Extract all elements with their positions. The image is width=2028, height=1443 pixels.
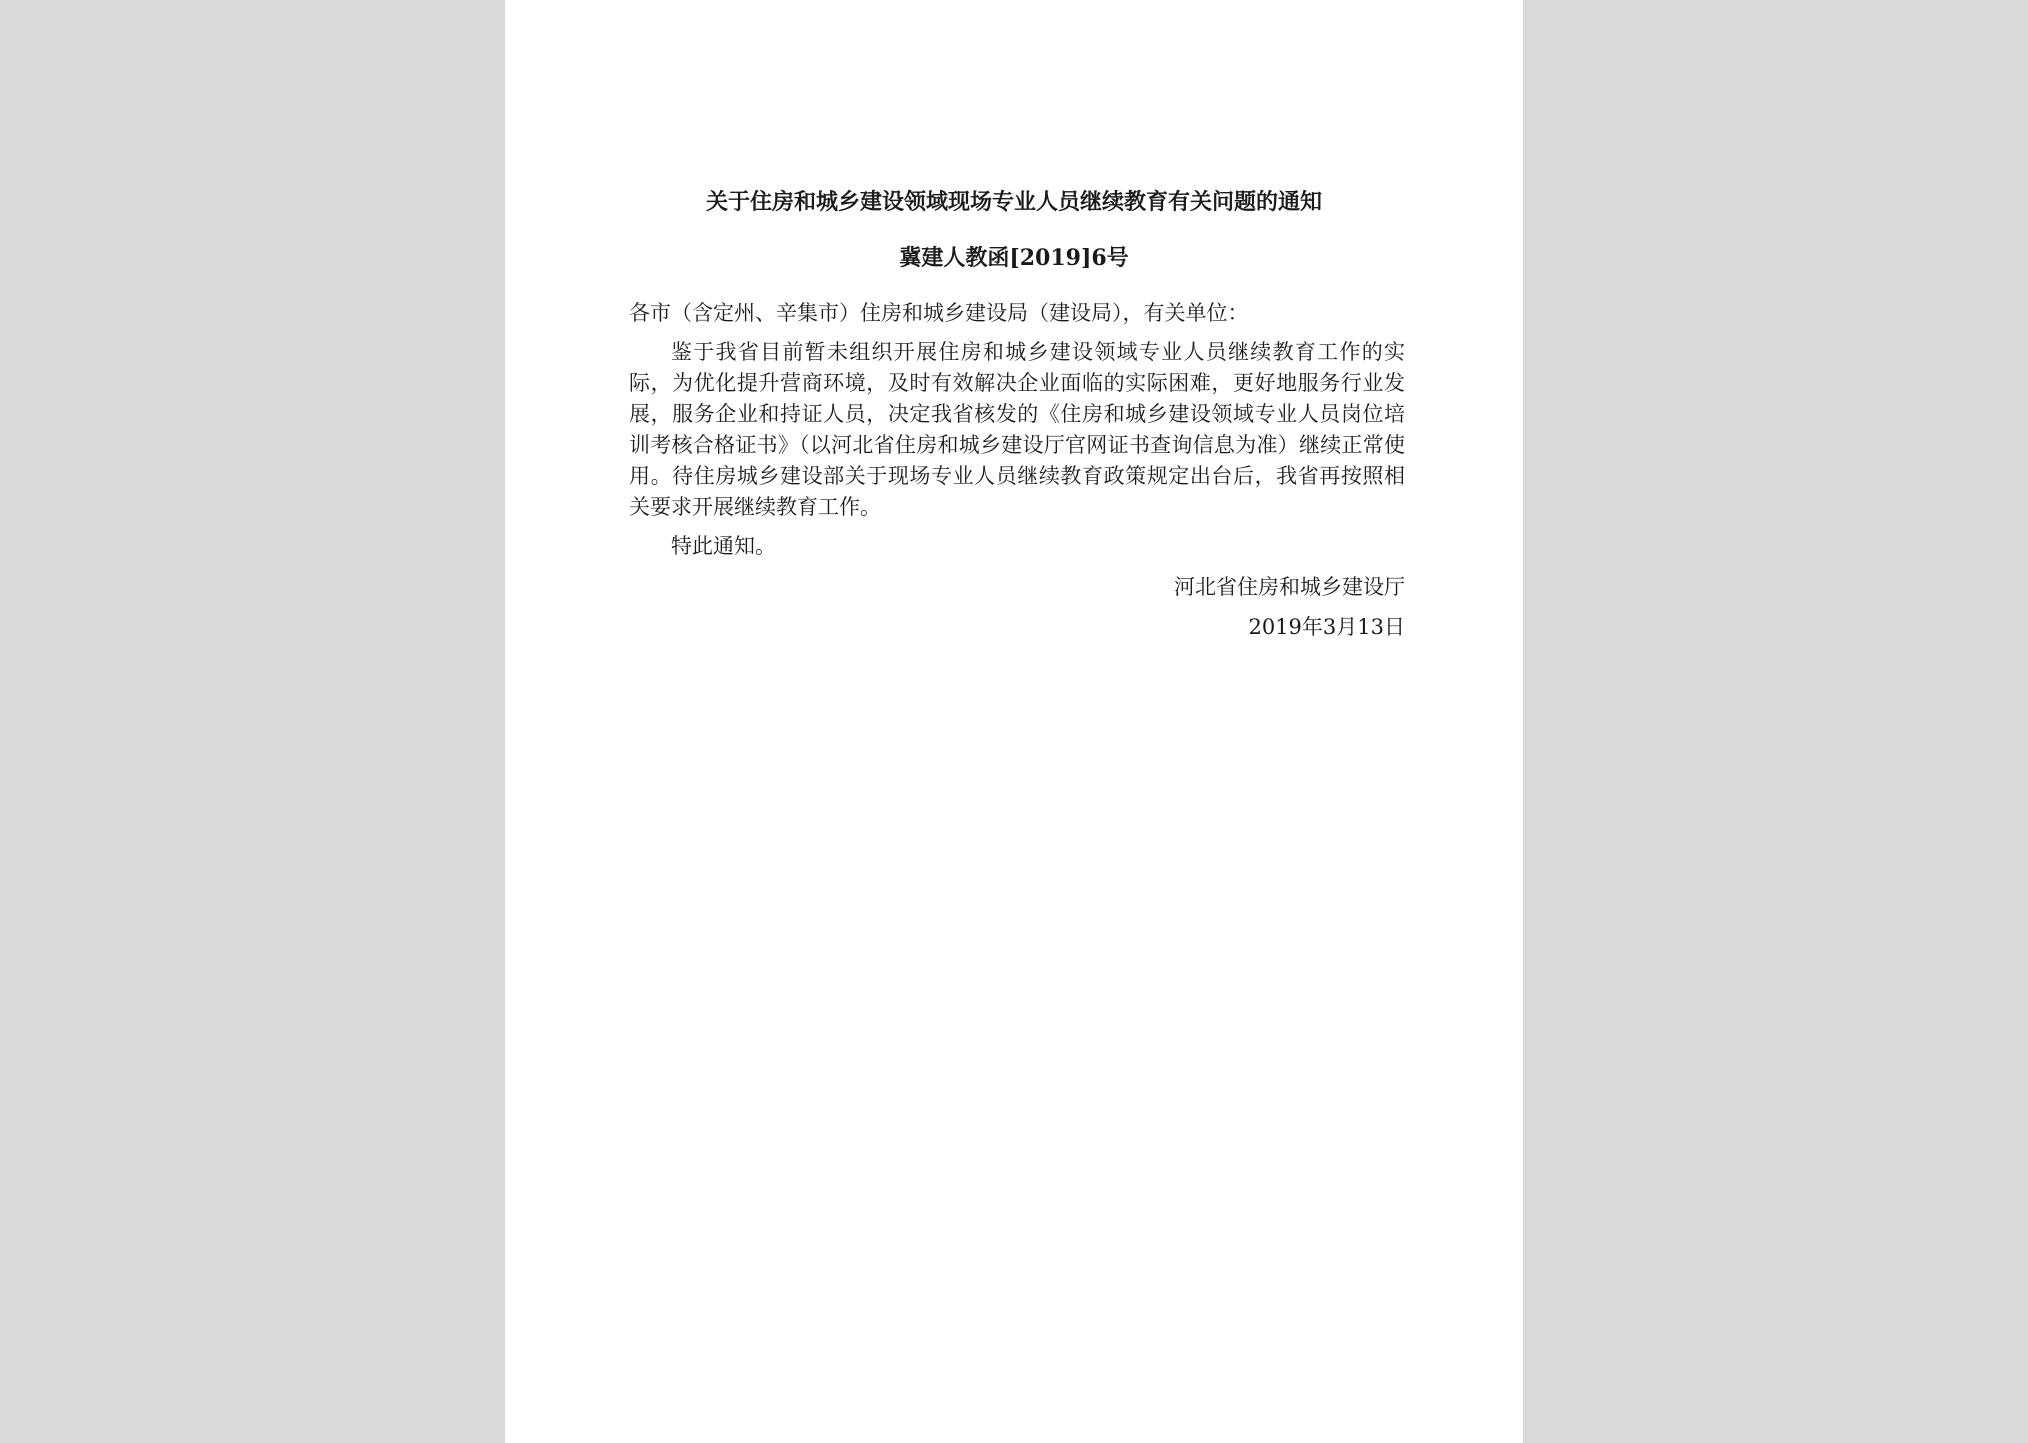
issuer-signature: 河北省住房和城乡建设厅 [1174,575,1405,599]
salutation: 各市（含定州、辛集市）住房和城乡建设局（建设局），有关单位： [629,301,1249,325]
closing-line: 特此通知。 [671,534,776,558]
document-number: 冀建人教函[2019]6号 [899,245,1129,271]
document-page [505,0,1523,1443]
issue-date: 2019年3月13日 [1248,615,1405,639]
document-title: 关于住房和城乡建设领域现场专业人员继续教育有关问题的通知 [705,189,1322,215]
body-paragraph: 鉴于我省目前暂未组织开展住房和城乡建设领域专业人员继续教育工作的实际，为优化提升营商环境，及时有效解决企业面临的实际困难，更好地服务行业发展，服务企业和持证人员，决定我省核发的《住房和城乡建设领域专业人员岗位培训考核合格证书》（以河北省住房和城乡建设厅官网证书查询信息为准）继续正常使用。待住房城乡建设部关于现场专业人员继续教育政策规定出台后，我省再按照相关要求开展继续教育工作。 [629,340,1405,519]
